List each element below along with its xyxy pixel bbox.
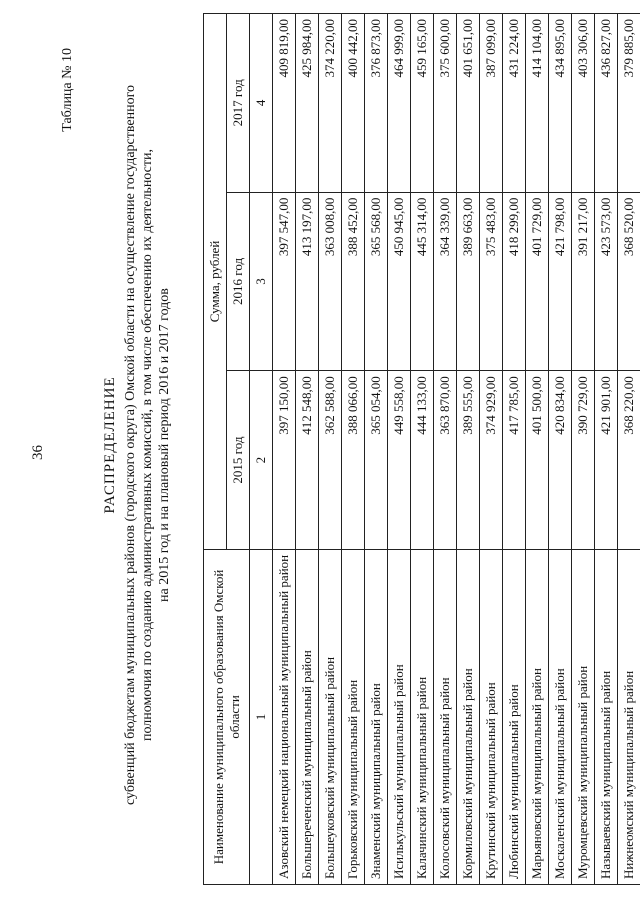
amount-2017-cell: 401 651,00 [457, 14, 480, 193]
table-row [273, 14, 296, 885]
header-year: 2016 год [227, 192, 250, 371]
district-name-cell: Нижнеомский муниципальный район [618, 549, 640, 884]
table-row [480, 14, 503, 885]
amount-2016-cell: 397 547,00 [273, 192, 296, 371]
column-number: 2 [250, 371, 273, 550]
amount-2016-cell: 365 568,00 [365, 192, 388, 371]
amount-2015-cell: 368 220,00 [618, 371, 640, 550]
page-number: 36 [30, 445, 46, 460]
table-row [503, 14, 526, 885]
amount-2015-cell: 365 054,00 [365, 371, 388, 550]
district-name-cell: Любинский муниципальный район [503, 549, 526, 884]
amount-2015-cell: 389 555,00 [457, 371, 480, 550]
district-name-cell: Большеуковский муниципальный район [319, 549, 342, 884]
amount-2015-cell: 362 588,00 [319, 371, 342, 550]
amount-2015-cell: 417 785,00 [503, 371, 526, 550]
amount-2017-cell: 425 984,00 [296, 14, 319, 193]
district-name-cell: Кормиловский муниципальный район [457, 549, 480, 884]
header-year: 2015 год [227, 371, 250, 550]
table-row [434, 14, 457, 885]
amount-2017-cell: 374 220,00 [319, 14, 342, 193]
amount-2017-cell: 379 885,00 [618, 14, 640, 193]
amount-2015-cell: 397 150,00 [273, 371, 296, 550]
district-name-cell: Муромцевский муниципальный район [572, 549, 595, 884]
table-row [365, 14, 388, 885]
table-row [549, 14, 572, 885]
amount-2017-cell: 414 104,00 [526, 14, 549, 193]
table-row [388, 14, 411, 885]
district-name-cell: Калачинский муниципальный район [411, 549, 434, 884]
amount-2016-cell: 445 314,00 [411, 192, 434, 371]
amount-2015-cell: 421 901,00 [595, 371, 618, 550]
column-number: 3 [250, 192, 273, 371]
table-row [595, 14, 618, 885]
table-label: Таблица № 10 [60, 48, 75, 132]
header-sum: Сумма, рублей [204, 14, 227, 550]
column-number: 4 [250, 14, 273, 193]
header-year: 2017 год [227, 14, 250, 193]
column-number: 1 [250, 549, 273, 884]
district-name-cell: Москаленский муниципальный район [549, 549, 572, 884]
amount-2016-cell: 401 729,00 [526, 192, 549, 371]
table-row [572, 14, 595, 885]
amount-2015-cell: 420 834,00 [549, 371, 572, 550]
title-line: на 2015 год и на плановый период 2016 и 2017 годов [157, 288, 172, 602]
table-header [204, 14, 273, 885]
title-main: РАСПРЕДЕЛЕНИЕ [102, 376, 118, 514]
district-name-cell: Марьяновский муниципальный район [526, 549, 549, 884]
amount-2016-cell: 364 339,00 [434, 192, 457, 371]
district-name-cell: Колосовский муниципальный район [434, 549, 457, 884]
amount-2016-cell: 423 573,00 [595, 192, 618, 371]
amount-2017-cell: 403 306,00 [572, 14, 595, 193]
amount-2016-cell: 388 452,00 [342, 192, 365, 371]
title-line: субвенций бюджетам муниципальных районов (городского округа) Омской области на осуществление государственного [123, 85, 138, 806]
amount-2016-cell: 450 945,00 [388, 192, 411, 371]
amount-2016-cell: 368 520,00 [618, 192, 640, 371]
district-name-cell: Называевский муниципальный район [595, 549, 618, 884]
table-body [273, 14, 640, 885]
amount-2015-cell: 449 558,00 [388, 371, 411, 550]
amount-2015-cell: 390 729,00 [572, 371, 595, 550]
amount-2015-cell: 388 066,00 [342, 371, 365, 550]
district-name-cell: Крутинский муниципальный район [480, 549, 503, 884]
amount-2015-cell: 401 500,00 [526, 371, 549, 550]
amount-2015-cell: 412 548,00 [296, 371, 319, 550]
amount-2017-cell: 436 827,00 [595, 14, 618, 193]
table-row [319, 14, 342, 885]
amount-2015-cell: 374 929,00 [480, 371, 503, 550]
amount-2016-cell: 389 663,00 [457, 192, 480, 371]
amount-2016-cell: 391 217,00 [572, 192, 595, 371]
amount-2017-cell: 387 099,00 [480, 14, 503, 193]
amount-2016-cell: 413 197,00 [296, 192, 319, 371]
amount-2016-cell: 421 798,00 [549, 192, 572, 371]
district-name-cell: Большереченский муниципальный район [296, 549, 319, 884]
table-row [618, 14, 640, 885]
distribution-table [203, 13, 640, 885]
amount-2015-cell: 363 870,00 [434, 371, 457, 550]
amount-2016-cell: 363 008,00 [319, 192, 342, 371]
table-row [457, 14, 480, 885]
district-name-cell: Азовский немецкий национальный муниципальный район [273, 549, 296, 884]
amount-2017-cell: 409 819,00 [273, 14, 296, 193]
header-name: Наименование муниципального образования Омской области [204, 549, 250, 884]
document-title [102, 65, 173, 825]
amount-2017-cell: 434 895,00 [549, 14, 572, 193]
amount-2017-cell: 464 999,00 [388, 14, 411, 193]
amount-2017-cell: 400 442,00 [342, 14, 365, 193]
amount-2017-cell: 375 600,00 [434, 14, 457, 193]
table-row [526, 14, 549, 885]
table-row [296, 14, 319, 885]
table-row [342, 14, 365, 885]
table-row [411, 14, 434, 885]
district-name-cell: Знаменский муниципальный район [365, 549, 388, 884]
amount-2015-cell: 444 133,00 [411, 371, 434, 550]
amount-2017-cell: 431 224,00 [503, 14, 526, 193]
amount-2017-cell: 376 873,00 [365, 14, 388, 193]
district-name-cell: Исилькульский муниципальный район [388, 549, 411, 884]
amount-2016-cell: 375 483,00 [480, 192, 503, 371]
amount-2017-cell: 459 165,00 [411, 14, 434, 193]
title-line: полномочия по созданию административных комиссий, в том числе обеспечению их деятельности, [140, 149, 155, 741]
amount-2016-cell: 418 299,00 [503, 192, 526, 371]
district-name-cell: Горьковский муниципальный район [342, 549, 365, 884]
